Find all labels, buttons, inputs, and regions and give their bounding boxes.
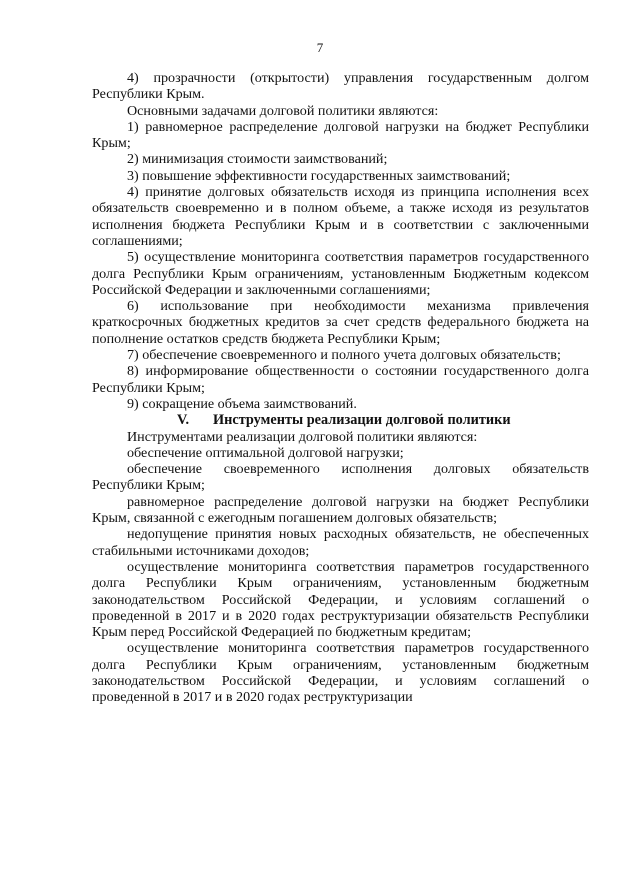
paragraph: осуществление мониторинга соответствия параметров государственного долга Республики Крым ограничениям, установленным бюджетным законодательством Российской Федерации, и условиям соглашений о проведенной в 2017 и в 2020 годах реструктуризации: [92, 640, 589, 706]
paragraph: 3) повышение эффективности государственных заимствований;: [127, 167, 511, 184]
paragraph: Основными задачами долговой политики являются:: [127, 102, 439, 119]
section-title: Инструменты реализации долговой политики: [213, 412, 511, 429]
paragraph: 9) сокращение объема заимствований.: [127, 395, 357, 412]
document-body: [92, 70, 589, 706]
paragraph: равномерное распределение долговой нагрузки на бюджет Республики Крым, связанной с ежегодным погашением долговых обязательств;: [92, 493, 589, 527]
paragraph: 7) обеспечение своевременного и полного учета долговых обязательств;: [127, 347, 561, 364]
paragraph: 5) осуществление мониторинга соответствия параметров государственного долга Республики Крым ограничениям, установленным Бюджетным кодексом Российской Федерации и заключенными соглашениями;: [92, 249, 589, 298]
section-number: V.: [177, 412, 190, 429]
page-number: 7: [316, 40, 324, 55]
paragraph: недопущение принятия новых расходных обязательств, не обеспеченных стабильными источниками доходов;: [92, 526, 589, 559]
paragraph: обеспечение своевременного исполнения долговых обязательств Республики Крым;: [92, 461, 589, 494]
paragraph: 4) принятие долговых обязательств исходя из принципа исполнения всех обязательств своевременно и в полном объеме, а также исходя из результатов исполнения бюджета Республики Крым и в соответствии с заключенными соглашениями;: [92, 184, 589, 249]
section-heading: [92, 412, 589, 428]
paragraph: 2) минимизация стоимости заимствований;: [127, 151, 388, 168]
paragraph: 1) равномерное распределение долговой нагрузки на бюджет Республики Крым;: [92, 118, 589, 152]
paragraph: обеспечение оптимальной долговой нагрузки;: [127, 444, 404, 461]
paragraph: Инструментами реализации долговой политики являются:: [127, 428, 478, 445]
paragraph: 4) прозрачности (открытости) управления государственным долгом Республики Крым.: [92, 70, 589, 103]
paragraph: осуществление мониторинга соответствия параметров государственного долга Республики Крым ограничениям, установленным бюджетным законодательством Российской Федерации, и условиям соглашений о проведенной в 2017 и в 2020 годах реструктуризации обязательств Республики Крым перед Российской Федерацией по бюджетным кредитам;: [92, 558, 589, 641]
paragraph: 8) информирование общественности о состоянии государственного долга Республики Крым;: [92, 363, 589, 396]
paragraph: 6) использование при необходимости механизма привлечения краткосрочных бюджетных кредитов за счет средств федерального бюджета на пополнение остатков средств бюджета Республики Крым;: [92, 298, 589, 347]
